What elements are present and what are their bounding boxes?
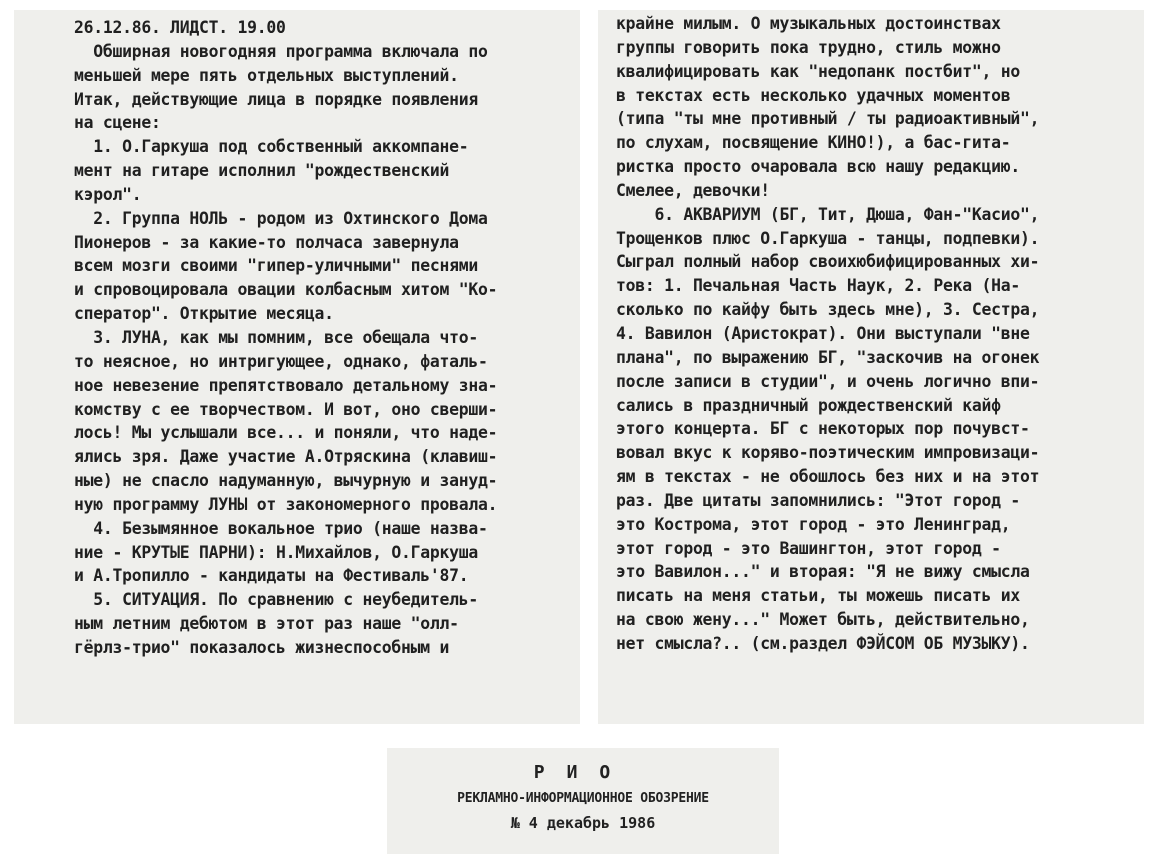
right-text-column (598, 10, 1144, 724)
text-line: после записи в студии", и очень логично впи- (616, 371, 1040, 391)
text-line: ние - КРУТЫЕ ПАРНИ): Н.Михайлов, О.Гаркуша (74, 542, 478, 562)
text-line: то неясное, но интригующее, однако, фаталь- (74, 351, 488, 371)
text-line: 26.12.86. ЛИДСТ. 19.00 (74, 18, 286, 37)
text-line: раз. Две цитаты запомнились: "Этот город - (616, 490, 1020, 510)
text-line: меньшей мере пять отдельных выступлений. (74, 65, 459, 85)
text-line: 2. Группа НОЛЬ - родом из Охтинского Дома (74, 208, 488, 228)
text-line: ялись зря. Даже участие А.Отряскина (клавиш- (74, 447, 498, 467)
left-lines (14, 10, 580, 660)
text-line: Пионеров - за какие-то полчаса завернула (74, 232, 459, 252)
text-line: ное невезение препятствовало детальному зна- (74, 375, 498, 395)
text-line: и спровоцировала овации колбасным хитом "Ко- (74, 280, 498, 300)
text-line: лось! Мы услышали все... и поняли, что наде- (74, 423, 498, 443)
text-line: сались в праздничный рождественский кайф (616, 395, 1001, 415)
text-line: 3. ЛУНА, как мы помним, все обещала что- (74, 327, 478, 347)
text-line: это Вавилон..." и вторая: "Я не вижу смысла (616, 562, 1030, 582)
masthead-title: РИО (533, 762, 633, 783)
text-line: 4. Безымянное вокальное трио (наше назва- (74, 518, 488, 538)
text-line: Итак, действующие лица в порядке появления (74, 89, 478, 109)
issue-info: № 4 декабрь 1986 (510, 814, 656, 832)
text-line: квалифицировать как "недопанк постбит", но (616, 61, 1020, 81)
text-line: мент на гитаре исполнил "рождественский (74, 161, 450, 181)
text-line: сператор". Открытие месяца. (74, 304, 334, 324)
text-line: 4. Вавилон (Аристократ). Они выступали "вне (616, 323, 1030, 343)
text-line: всем мозги своими "гипер-уличными" песнями (74, 256, 478, 276)
text-line: нет смысла?.. (см.раздел ФЭЙСОМ ОБ МУЗЫКУ). (616, 633, 1030, 653)
text-line: ристка просто очаровала всю нашу редакцию. (616, 157, 1020, 177)
text-line: 5. СИТУАЦИЯ. По сравнению с неубедитель- (74, 590, 478, 610)
text-line: 6. АКВАРИУМ (БГ, Тит, Дюша, Фан-"Касио", (616, 204, 1040, 224)
text-line: на свою жену..." Может быть, действительно, (616, 610, 1030, 630)
text-line: и А.Тропилло - кандидаты на Фестиваль'87. (74, 566, 469, 586)
text-line: кэрол". (74, 184, 142, 204)
text-line: комству с ее творчеством. И вот, оно сверши- (74, 399, 498, 419)
text-line: плана", по выражению БГ, "заскочив на огонек (616, 347, 1040, 367)
text-line: ную программу ЛУНЫ от закономерного провала. (74, 494, 498, 514)
text-line: тов: 1. Печальная Часть Наук, 2. Река (На- (616, 276, 1020, 296)
text-line: писать на меня статьи, ты можешь писать их (616, 586, 1020, 606)
text-line: Смелее, девочки! (616, 180, 770, 200)
text-line: этот город - это Вашингтон, этот город - (616, 538, 1001, 558)
text-line: крайне милым. О музыкальных достоинствах (616, 14, 1001, 33)
text-line: группы говорить пока трудно, стиль можно (616, 37, 1001, 57)
text-line: на сцене: (74, 113, 161, 133)
text-line: по слухам, посвящение КИНО!), а бас-гита- (616, 133, 1011, 153)
text-line: в текстах есть несколько удачных моментов (616, 85, 1011, 105)
right-lines (598, 10, 1144, 656)
masthead-subtitle: РЕКЛАМНО-ИНФОРМАЦИОННОЕ ОБОЗРЕНИЕ (457, 791, 709, 806)
text-line: вовал вкус к корявo-поэтическим импровизаци- (616, 443, 1040, 463)
text-line: Трощенков плюс О.Гаркуша - танцы, подпевки). (616, 228, 1040, 248)
text-line: ные) не спасло надуманную, вычурную и зануд- (74, 471, 498, 491)
left-text-column (14, 10, 580, 724)
text-line: ям в текстах - не обошлось без них и на этот (616, 467, 1040, 487)
text-line: гёрлз-трио" показалось жизнеспособным и (74, 637, 450, 657)
text-line: сколько по кайфу быть здесь мне), 3. Сестра, (616, 300, 1040, 320)
text-line: 1. О.Гаркуша под собственный аккомпане- (74, 137, 469, 157)
text-line: этого концерта. БГ с некоторых пор почувст- (616, 419, 1030, 439)
text-line: Сыграл полный набор своихюбифицированных хи- (616, 252, 1040, 272)
text-line: (типа "ты мне противный / ты радиоактивный", (616, 109, 1040, 129)
masthead-footer (387, 748, 779, 854)
text-line: это Кострома, этот город - это Ленинград, (616, 514, 1011, 534)
text-line: ным летним дебютом в этот раз наше "олл- (74, 614, 459, 634)
text-line: Обширная новогодняя программа включала по (74, 41, 488, 61)
